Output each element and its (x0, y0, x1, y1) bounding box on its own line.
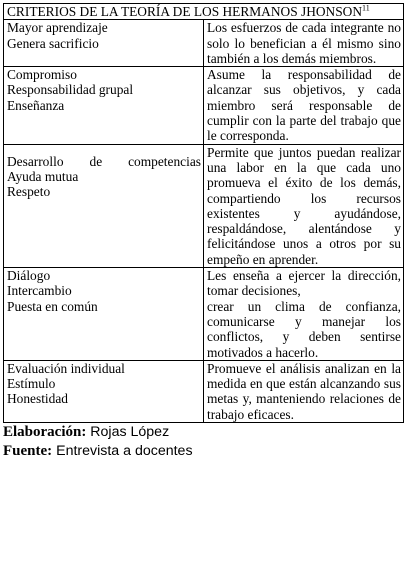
elaboracion-value: Rojas López (90, 424, 170, 441)
criterion-label: Honestidad (7, 391, 68, 407)
criterion-label: Estímulo (7, 376, 56, 392)
criterion-label: Genera sacrificio (7, 35, 99, 51)
description-cell (204, 268, 404, 361)
criterion-label: Desarrollo de competencias (7, 153, 201, 169)
description-text: Les enseña a ejercer la dirección, tomar decisiones, (207, 268, 401, 299)
description-text: Promueve el análisis analizan en la medida en que están alcanzando sus metas y, manteniendo relaciones de trabajo eficaces. (207, 360, 401, 422)
criterion-cell (4, 67, 204, 144)
description-text: Los esfuerzos de cada integrante no solo lo benefician a él mismo sino también a los demás miembros. (207, 20, 401, 66)
table-row (4, 20, 404, 67)
table-title-cell (4, 4, 404, 20)
title-footnote-marker: 11 (362, 3, 370, 13)
criterion-label: Respeto (7, 184, 51, 200)
description-cell (204, 360, 404, 422)
table-title: CRITERIOS DE LA TEORÍA DE LOS HERMANOS JHONSON (7, 4, 362, 19)
description-cell (204, 67, 404, 144)
fuente-label: Fuente: (3, 443, 53, 460)
criterion-label: Enseñanza (7, 97, 65, 113)
table-source-notes (3, 423, 404, 461)
criterion-label: Puesta en común (7, 298, 98, 314)
fuente-line (3, 442, 404, 461)
elaboracion-line (3, 423, 404, 442)
criteria-table (3, 3, 404, 423)
table-row (4, 67, 404, 144)
criterion-label: Intercambio (7, 283, 72, 299)
criterion-cell (4, 268, 204, 361)
criterion-label: Mayor aprendizaje (7, 20, 108, 36)
description-text: crear un clima de confianza, comunicarse y manejar los conflictos, y deben sentirse motivados a hacerlo. (207, 298, 401, 360)
criterion-label: Compromiso (7, 67, 77, 83)
document (3, 3, 404, 461)
criterion-label: Evaluación individual (7, 360, 125, 376)
criterion-label: Diálogo (7, 268, 51, 284)
description-text: Asume la responsabilidad de alcanzar sus objetivos, y cada miembro será responsable de cumplir con la parte del trabajo que le corresponda. (207, 67, 401, 144)
table-row (4, 268, 404, 361)
description-cell (204, 20, 404, 67)
fuente-value: Entrevista a docentes (56, 443, 193, 460)
description-cell (204, 144, 404, 267)
table-title-row (4, 4, 404, 20)
table-row (4, 360, 404, 422)
criterion-cell (4, 20, 204, 67)
description-text: Permite que juntos puedan realizar una labor en la que cada uno promueva el éxito de los demás, compartiendo los recursos existentes y ayudándose, respaldándose, alentándose y felicitándose unos a otros por su empeño en aprender. (207, 144, 401, 267)
table-row (4, 144, 404, 267)
elaboracion-label: Elaboración: (3, 424, 87, 441)
criterion-cell (4, 144, 204, 267)
criterion-label: Ayuda mutua (7, 168, 79, 184)
criterion-label: Responsabilidad grupal (7, 82, 134, 98)
criterion-cell (4, 360, 204, 422)
